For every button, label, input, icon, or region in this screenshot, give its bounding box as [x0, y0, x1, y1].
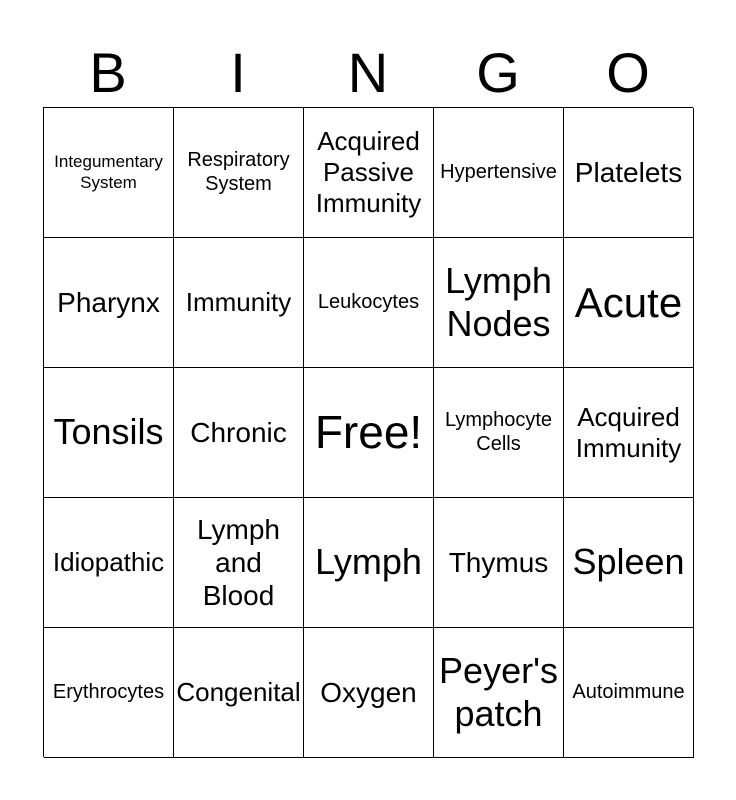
bingo-cell[interactable]: Acquired Immunity: [564, 368, 694, 498]
bingo-cell[interactable]: Platelets: [564, 108, 694, 238]
bingo-cell[interactable]: Spleen: [564, 498, 694, 628]
bingo-cell[interactable]: Peyer's patch: [434, 628, 564, 758]
bingo-cell[interactable]: Chronic: [174, 368, 304, 498]
bingo-cell[interactable]: Congenital: [174, 628, 304, 758]
bingo-cell[interactable]: Lymphocyte Cells: [434, 368, 564, 498]
bingo-cell[interactable]: Oxygen: [304, 628, 434, 758]
bingo-cell[interactable]: Hypertensive: [434, 108, 564, 238]
bingo-cell[interactable]: Autoimmune: [564, 628, 694, 758]
header-letter-i: I: [230, 41, 246, 104]
bingo-cell[interactable]: Integumentary System: [44, 108, 174, 238]
bingo-cell[interactable]: Acquired Passive Immunity: [304, 108, 434, 238]
bingo-cell[interactable]: Idiopathic: [44, 498, 174, 628]
bingo-grid: [43, 107, 693, 757]
header-letter-g: G: [476, 41, 520, 104]
bingo-cell[interactable]: Lymph and Blood: [174, 498, 304, 628]
header-letter-n: N: [347, 41, 389, 104]
bingo-cell[interactable]: Erythrocytes: [44, 628, 174, 758]
bingo-cell[interactable]: Thymus: [434, 498, 564, 628]
bingo-cell[interactable]: Lymph Nodes: [434, 238, 564, 368]
bingo-cell[interactable]: Lymph: [304, 498, 434, 628]
bingo-cell[interactable]: Immunity: [174, 238, 304, 368]
header-letter-o: O: [606, 41, 650, 104]
header-letter-b: B: [89, 41, 127, 104]
bingo-cell[interactable]: Acute: [564, 238, 694, 368]
bingo-cell[interactable]: Tonsils: [44, 368, 174, 498]
free-space[interactable]: Free!: [304, 368, 434, 498]
bingo-cell[interactable]: Pharynx: [44, 238, 174, 368]
bingo-cell[interactable]: Leukocytes: [304, 238, 434, 368]
bingo-cell[interactable]: Respiratory System: [174, 108, 304, 238]
bingo-header: [43, 40, 693, 106]
